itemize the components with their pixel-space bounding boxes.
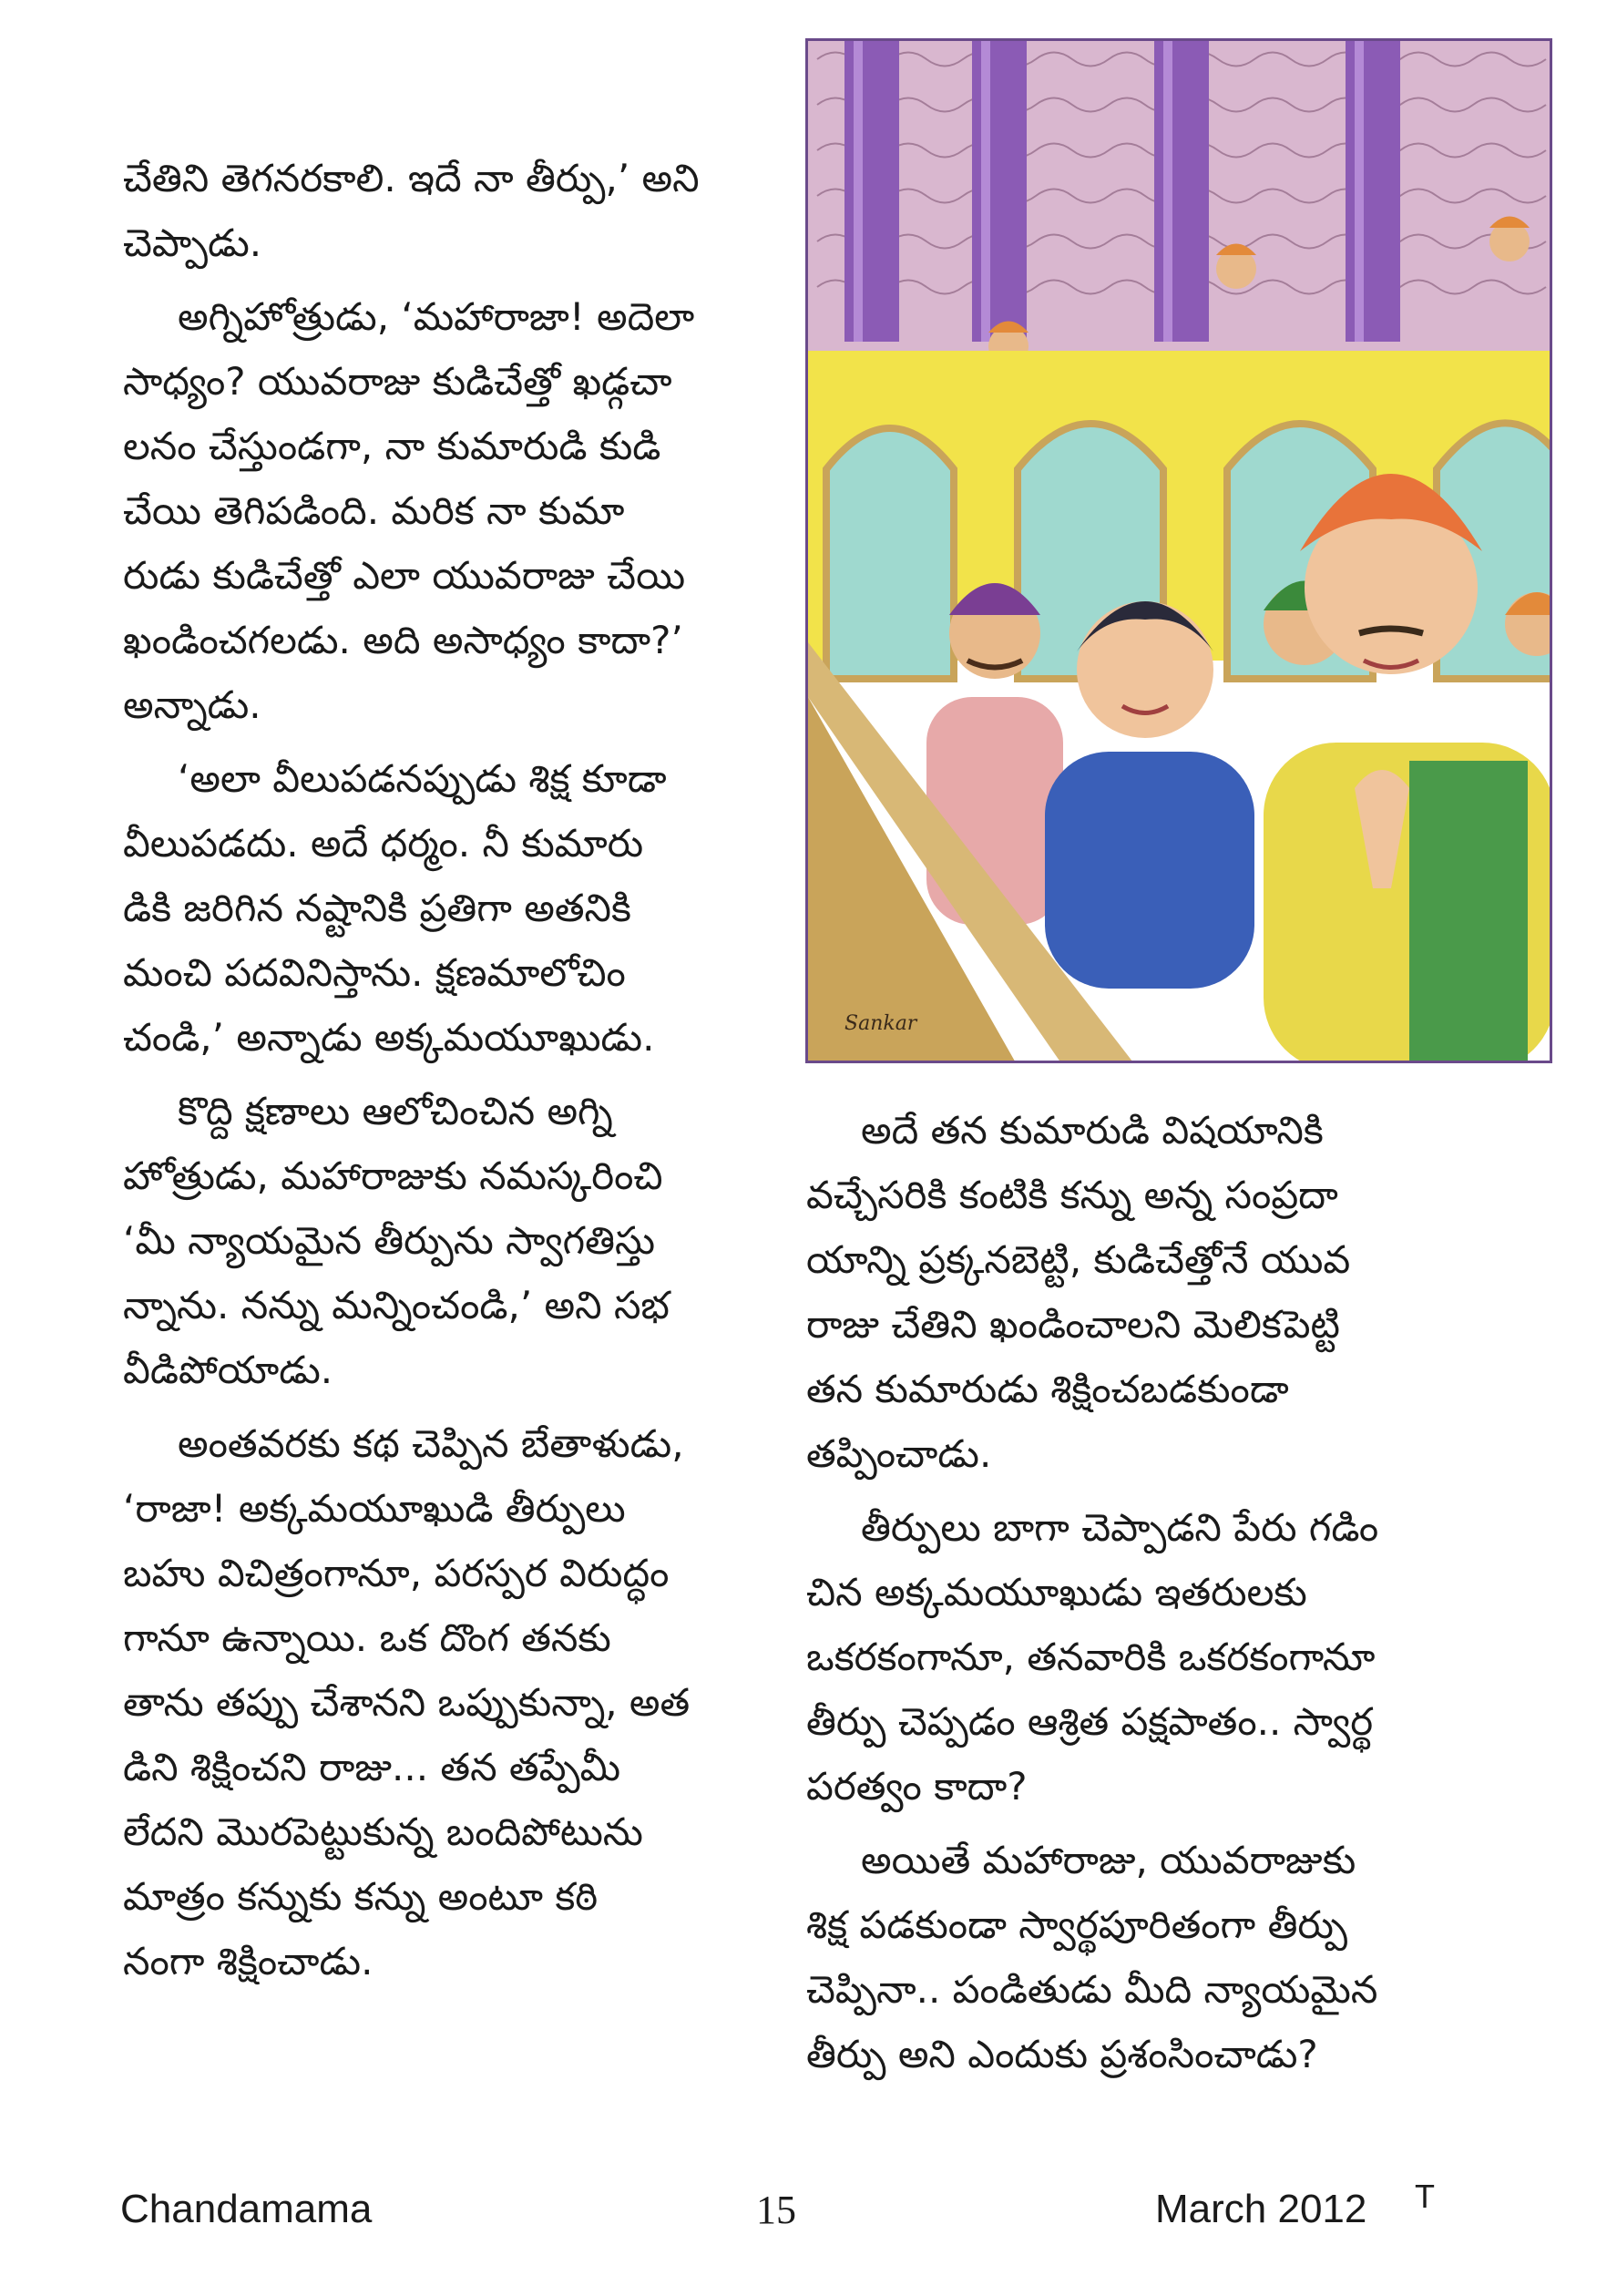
magazine-name: Chandamama (120, 2187, 373, 2231)
story-illustration (805, 38, 1552, 1063)
left-text-column (123, 146, 761, 1994)
paragraph: తీర్పులు బాగా చెప్పాడని పేరు గడిం చిన అక్కమయూఖుడు ఇతరులకు ఒకరకంగానూ, తనవారికి ఒకరకంగానూ తీర్పు చెప్పడం ఆశ్రిత పక్షపాతం.. స్వార్థ పరత్వం కాదా? (806, 1505, 1379, 1809)
issue-date: March 2012 (1155, 2187, 1367, 2231)
corner-mark: T (1415, 2178, 1435, 2215)
paragraph: కొద్ది క్షణాలు ఆలోచించిన అగ్ని హోత్రుడు, మహారాజుకు నమస్కరించి ‘మీ న్యాయమైన తీర్పును స్వాగతిస్తు న్నాను. నన్ను మన్నించండి,’ అని సభ వీడిపోయాడు. (123, 1089, 670, 1392)
paragraph: అంతవరకు కథ చెప్పిన బేతాళుడు, ‘రాజా! అక్కమయూఖుడి తీర్పులు బహు విచిత్రంగానూ, పరస్పర విరుద్ధం గానూ ఉన్నాయి. ఒక దొంగ తనకు తాను తప్పు చేశానని ఒప్పుకున్నా, అత డిని శిక్షించని రాజు... తన తప్పేమీ లేదని మొరపెట్టుకున్న బందిపోటును మాత్రం కన్నుకు కన్ను అంటూ కఠి నంగా శిక్షించాడు. (123, 1421, 691, 1983)
right-text-column (806, 1098, 1444, 2086)
page-number: 15 (756, 2188, 796, 2232)
paragraph: అదే తన కుమారుడి విషయానికి వచ్చేసరికి కంటికి కన్ను అన్న సంప్రదా యాన్ని ప్రక్కనబెట్టి, కుడిచేత్తోనే యువ రాజు చేతిని ఖండించాలని మెలికపెట్టి తన కుమారుడు శిక్షించబడకుండా తప్పించాడు. (806, 1108, 1351, 1476)
paragraph: అగ్నిహోత్రుడు, ‘మహారాజా! అదెలా సాధ్యం? యువరాజు కుడిచేత్తో ఖడ్గచా లనం చేస్తుండగా, నా కుమారుడి కుడి చేయి తెగిపడింది. మరిక నా కుమా రుడు కుడిచేత్తో ఎలా యువరాజు చేయి ఖండించగలడు. అది అసాధ్యం కాదా?’ అన్నాడు. (123, 294, 695, 727)
paragraph: ‘అలా వీలుపడనప్పుడు శిక్ష కూడా వీలుపడదు. అదే ధర్మం. నీ కుమారు డికి జరిగిన నష్టానికి ప్రతిగా అతనికి మంచి పదవినిస్తాను. క్షణమాలోచిం చండి,’ అన్నాడు అక్కమయూఖుడు. (123, 756, 667, 1060)
paragraph: అయితే మహారాజు, యువరాజుకు శిక్ష పడకుండా స్వార్థపూరితంగా తీర్పు చెప్పినా.. పండితుడు మీది న్యాయమైన తీర్పు అని ఎందుకు ప్రశంసించాడు? (806, 1838, 1378, 2076)
paragraph: చేతిని తెగనరకాలి. ఇదే నా తీర్పు,’ అని చెప్పాడు. (123, 156, 700, 265)
artist-signature: Sankar (844, 1012, 917, 1035)
